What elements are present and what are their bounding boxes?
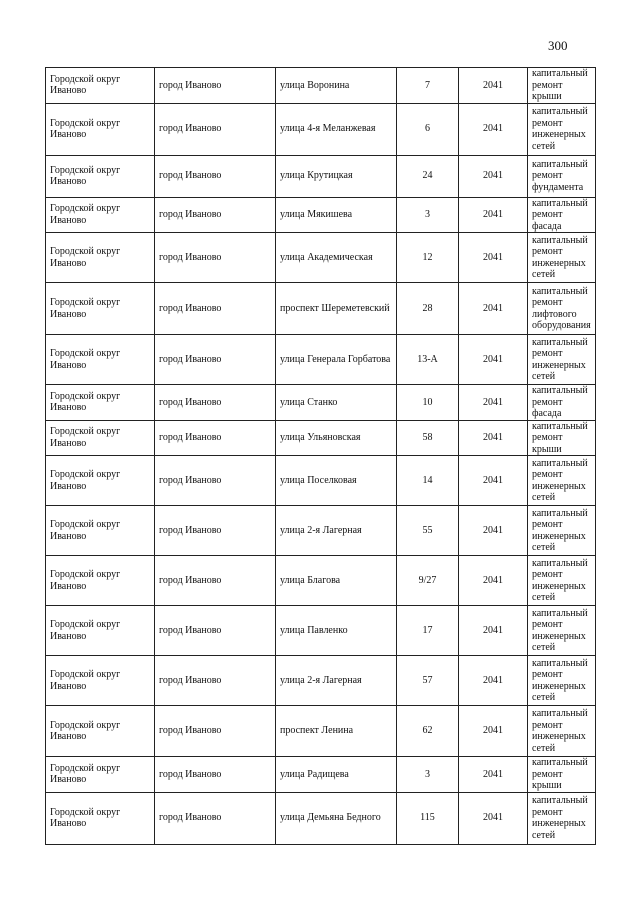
year-cell: 2041: [459, 706, 528, 757]
year-cell: 2041: [459, 197, 528, 233]
house-number-cell: 12: [397, 233, 459, 283]
district-cell: Городской округ Иваново: [46, 420, 155, 456]
work-type-cell: капитальный ремонт инженерных сетей: [528, 792, 596, 844]
work-type-cell: капитальный ремонт инженерных сетей: [528, 233, 596, 283]
city-cell: город Иваново: [155, 420, 276, 456]
district-cell: Городской округ Иваново: [46, 706, 155, 757]
house-number-cell: 9/27: [397, 556, 459, 606]
work-type-cell: капитальный ремонт фундамента: [528, 155, 596, 197]
house-number-cell: 17: [397, 606, 459, 656]
house-number-cell: 28: [397, 283, 459, 335]
table-row: [46, 385, 596, 421]
table-row: [46, 335, 596, 385]
city-cell: город Иваново: [155, 283, 276, 335]
district-cell: Городской округ Иваново: [46, 103, 155, 155]
street-cell: улица 4-я Меланжевая: [276, 103, 397, 155]
city-cell: город Иваново: [155, 506, 276, 556]
street-cell: улица Крутицкая: [276, 155, 397, 197]
district-cell: Городской округ Иваново: [46, 606, 155, 656]
district-cell: Городской округ Иваново: [46, 155, 155, 197]
house-number-cell: 58: [397, 420, 459, 456]
table-row: [46, 706, 596, 757]
work-type-cell: капитальный ремонт фасада: [528, 197, 596, 233]
work-type-cell: капитальный ремонт инженерных сетей: [528, 706, 596, 757]
house-number-cell: 10: [397, 385, 459, 421]
city-cell: город Иваново: [155, 335, 276, 385]
district-cell: Городской округ Иваново: [46, 68, 155, 104]
year-cell: 2041: [459, 656, 528, 706]
street-cell: улица Генерала Горбатова: [276, 335, 397, 385]
table-row: [46, 456, 596, 506]
work-type-cell: капитальный ремонт инженерных сетей: [528, 506, 596, 556]
street-cell: проспект Ленина: [276, 706, 397, 757]
table-row: [46, 792, 596, 844]
work-type-cell: капитальный ремонт инженерных сетей: [528, 556, 596, 606]
house-number-cell: 62: [397, 706, 459, 757]
table-row: [46, 656, 596, 706]
city-cell: город Иваново: [155, 103, 276, 155]
table-row: [46, 155, 596, 197]
city-cell: город Иваново: [155, 656, 276, 706]
district-cell: Городской округ Иваново: [46, 335, 155, 385]
street-cell: улица 2-я Лагерная: [276, 506, 397, 556]
city-cell: город Иваново: [155, 757, 276, 793]
year-cell: 2041: [459, 68, 528, 104]
city-cell: город Иваново: [155, 556, 276, 606]
city-cell: город Иваново: [155, 706, 276, 757]
city-cell: город Иваново: [155, 792, 276, 844]
house-number-cell: 24: [397, 155, 459, 197]
district-cell: Городской округ Иваново: [46, 283, 155, 335]
city-cell: город Иваново: [155, 606, 276, 656]
table-body: [46, 68, 596, 845]
city-cell: город Иваново: [155, 155, 276, 197]
repair-schedule-table: [45, 67, 596, 845]
table-row: [46, 233, 596, 283]
year-cell: 2041: [459, 335, 528, 385]
table-row: [46, 757, 596, 793]
work-type-cell: капитальный ремонт инженерных сетей: [528, 656, 596, 706]
year-cell: 2041: [459, 420, 528, 456]
street-cell: улица Демьяна Бедного: [276, 792, 397, 844]
city-cell: город Иваново: [155, 68, 276, 104]
house-number-cell: 3: [397, 197, 459, 233]
year-cell: 2041: [459, 757, 528, 793]
house-number-cell: 57: [397, 656, 459, 706]
street-cell: улица Поселковая: [276, 456, 397, 506]
work-type-cell: капитальный ремонт лифтового оборудования: [528, 283, 596, 335]
table-row: [46, 420, 596, 456]
district-cell: Городской округ Иваново: [46, 556, 155, 606]
street-cell: улица Воронина: [276, 68, 397, 104]
year-cell: 2041: [459, 385, 528, 421]
table-row: [46, 283, 596, 335]
table-row: [46, 506, 596, 556]
street-cell: улица Станко: [276, 385, 397, 421]
house-number-cell: 14: [397, 456, 459, 506]
district-cell: Городской округ Иваново: [46, 197, 155, 233]
year-cell: 2041: [459, 606, 528, 656]
street-cell: улица Мякишева: [276, 197, 397, 233]
year-cell: 2041: [459, 792, 528, 844]
house-number-cell: 13-А: [397, 335, 459, 385]
street-cell: улица Павленко: [276, 606, 397, 656]
district-cell: Городской округ Иваново: [46, 456, 155, 506]
year-cell: 2041: [459, 556, 528, 606]
house-number-cell: 3: [397, 757, 459, 793]
work-type-cell: капитальный ремонт инженерных сетей: [528, 103, 596, 155]
district-cell: Городской округ Иваново: [46, 656, 155, 706]
table-row: [46, 197, 596, 233]
work-type-cell: капитальный ремонт инженерных сетей: [528, 456, 596, 506]
street-cell: улица Благова: [276, 556, 397, 606]
work-type-cell: капитальный ремонт инженерных сетей: [528, 606, 596, 656]
city-cell: город Иваново: [155, 456, 276, 506]
work-type-cell: капитальный ремонт крыши: [528, 757, 596, 793]
district-cell: Городской округ Иваново: [46, 233, 155, 283]
year-cell: 2041: [459, 456, 528, 506]
house-number-cell: 6: [397, 103, 459, 155]
year-cell: 2041: [459, 506, 528, 556]
district-cell: Городской округ Иваново: [46, 757, 155, 793]
house-number-cell: 115: [397, 792, 459, 844]
work-type-cell: капитальный ремонт инженерных сетей: [528, 335, 596, 385]
district-cell: Городской округ Иваново: [46, 792, 155, 844]
city-cell: город Иваново: [155, 197, 276, 233]
page-number: 300: [548, 38, 568, 53]
table-row: [46, 103, 596, 155]
year-cell: 2041: [459, 103, 528, 155]
house-number-cell: 7: [397, 68, 459, 104]
year-cell: 2041: [459, 155, 528, 197]
street-cell: улица Ульяновская: [276, 420, 397, 456]
city-cell: город Иваново: [155, 233, 276, 283]
work-type-cell: капитальный ремонт крыши: [528, 420, 596, 456]
year-cell: 2041: [459, 283, 528, 335]
year-cell: 2041: [459, 233, 528, 283]
street-cell: улица Радищева: [276, 757, 397, 793]
street-cell: улица 2-я Лагерная: [276, 656, 397, 706]
district-cell: Городской округ Иваново: [46, 385, 155, 421]
table-row: [46, 68, 596, 104]
district-cell: Городской округ Иваново: [46, 506, 155, 556]
house-number-cell: 55: [397, 506, 459, 556]
street-cell: проспект Шереметевский: [276, 283, 397, 335]
table-row: [46, 606, 596, 656]
work-type-cell: капитальный ремонт крыши: [528, 68, 596, 104]
table-row: [46, 556, 596, 606]
city-cell: город Иваново: [155, 385, 276, 421]
street-cell: улица Академическая: [276, 233, 397, 283]
work-type-cell: капитальный ремонт фасада: [528, 385, 596, 421]
